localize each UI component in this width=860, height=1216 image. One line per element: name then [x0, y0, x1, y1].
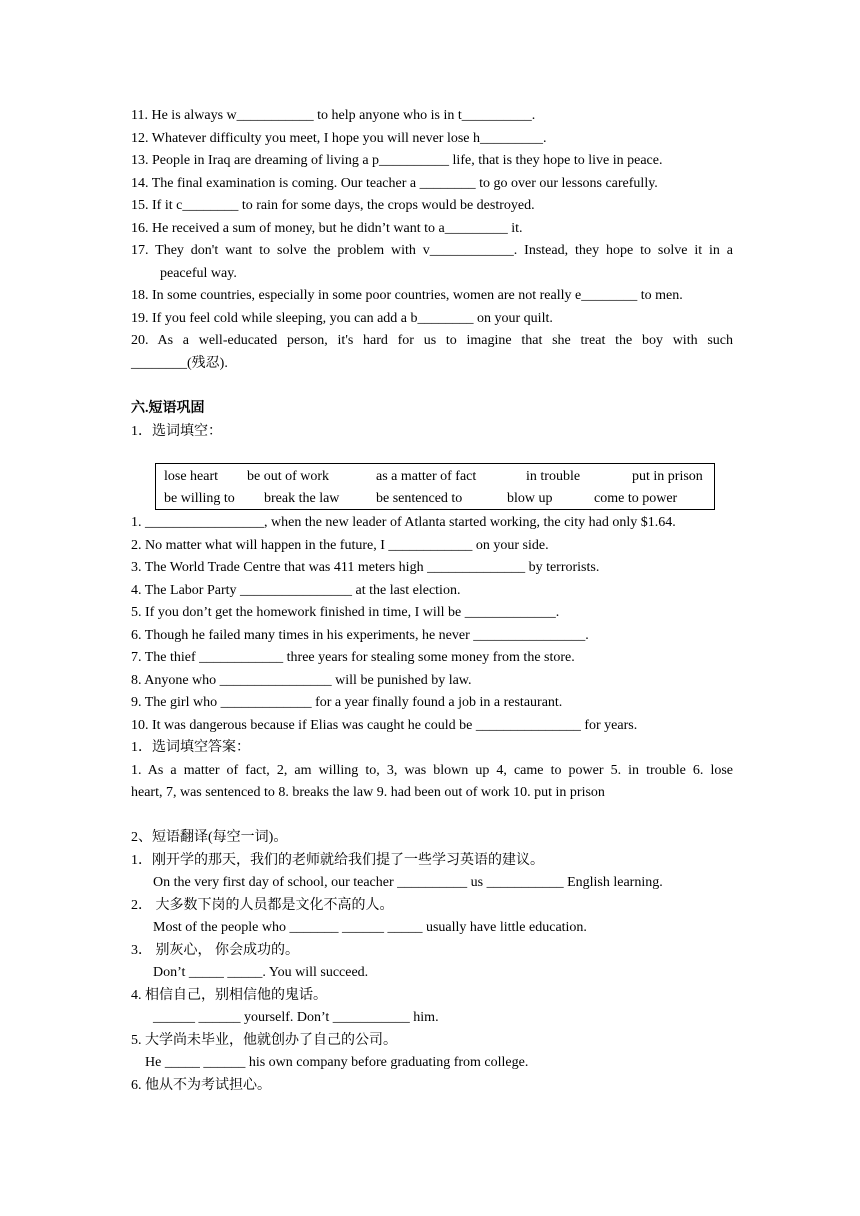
fill-question-9: 9. The girl who _____________ for a year finally found a job in a restaurant.	[131, 695, 563, 710]
exercise-item-15: 15. If it c________ to rain for some days, the crops would be destroyed.	[131, 198, 535, 213]
word-bank-item: lose heart	[164, 469, 219, 484]
exercise-item-20-cont: ________(残忍).	[131, 356, 228, 371]
fill-question-5: 5. If you don’t get the homework finished in time, I will be _____________.	[131, 605, 560, 620]
exercise-item-12: 12. Whatever difficulty you meet, I hope you will never lose h_________.	[131, 131, 547, 146]
fill-question-3: 3. The World Trade Centre that was 411 meters high ______________ by terrorists.	[131, 560, 600, 575]
exercise-item-20: 20. As a well-educated person, it's hard for us to imagine that she treat the boy with such	[131, 333, 733, 348]
word-bank-box	[155, 463, 715, 510]
fill-question-10: 10. It was dangerous because if Elias was caught he could be _______________ for years.	[131, 718, 638, 733]
fill-question-6: 6. Though he failed many times in his experiments, he never ________________.	[131, 628, 589, 643]
word-bank-item: break the law	[264, 491, 340, 506]
answer-line-1: 1. As a matter of fact, 2, am willing to, 3, was blown up 4, came to power 5. in trouble 6. lose	[131, 763, 733, 778]
answer-line-2: heart, 7, was sentenced to 8. breaks the law 9. had been out of work 10. put in prison	[131, 785, 605, 800]
exercise-item-17: 17. They don't want to solve the problem with v____________. Instead, they hope to solve it in a	[131, 243, 733, 258]
translation-cn-4: 4. 相信自己，别相信他的鬼话。	[131, 988, 327, 1003]
translation-cn-3: 3． 别灰心， 你会成功的。	[131, 943, 299, 958]
fill-question-8: 8. Anyone who ________________ will be punished by law.	[131, 673, 472, 688]
translation-en-5: He _____ ______ his own company before graduating from college.	[145, 1055, 529, 1070]
section-heading: 六.短语巩固	[131, 401, 205, 416]
word-bank-item: be sentenced to	[376, 491, 463, 506]
translation-en-1: On the very first day of school, our teacher __________ us ___________ English learning.	[153, 875, 663, 890]
fill-question-7: 7. The thief ____________ three years for stealing some money from the store.	[131, 650, 575, 665]
translation-cn-5: 5. 大学尚未毕业，他就创办了自己的公司。	[131, 1033, 397, 1048]
translation-en-4: ______ ______ yourself. Don’t ___________ him.	[153, 1010, 439, 1025]
translation-en-2: Most of the people who _______ ______ _____ usually have little education.	[153, 920, 587, 935]
answer-title: 1．选词填空答案：	[131, 740, 250, 755]
word-bank-item: as a matter of fact	[376, 469, 477, 484]
exercise-item-19: 19. If you feel cold while sleeping, you can add a b________ on your quilt.	[131, 311, 553, 326]
fill-question-2: 2. No matter what will happen in the future, I ____________ on your side.	[131, 538, 549, 553]
word-bank-item: come to power	[594, 491, 678, 506]
fill-question-1: 1. _________________, when the new leader of Atlanta started working, the city had only $1.64.	[131, 515, 676, 530]
subsection-title-translation: 2、短语翻译(每空一词)。	[131, 830, 288, 845]
fill-question-4: 4. The Labor Party ________________ at the last election.	[131, 583, 461, 598]
exercise-item-14: 14. The final examination is coming. Our teacher a ________ to go over our lessons carefully.	[131, 176, 658, 191]
word-bank-item: put in prison	[632, 469, 703, 484]
exercise-item-11: 11. He is always w___________ to help anyone who is in t__________.	[131, 108, 536, 123]
exercise-item-18: 18. In some countries, especially in some poor countries, women are not really e________ to men.	[131, 288, 683, 303]
word-bank-item: blow up	[507, 491, 553, 506]
translation-en-3: Don’t _____ _____. You will succeed.	[153, 965, 369, 980]
subsection-title-word-choice: 1．选词填空：	[131, 424, 222, 439]
word-bank-item: in trouble	[526, 469, 581, 484]
exercise-item-17-cont: peaceful way.	[160, 266, 237, 281]
exercise-item-13: 13. People in Iraq are dreaming of living a p__________ life, that is they hope to live in peace.	[131, 153, 663, 168]
word-bank-item: be willing to	[164, 491, 235, 506]
translation-cn-6: 6. 他从不为考试担心。	[131, 1078, 271, 1093]
word-bank-item: be out of work	[247, 469, 330, 484]
exercise-item-16: 16. He received a sum of money, but he didn’t want to a_________ it.	[131, 221, 523, 236]
translation-cn-1: 1．刚开学的那天，我们的老师就给我们提了一些学习英语的建议。	[131, 853, 544, 868]
translation-cn-2: 2． 大多数下岗的人员都是文化不高的人。	[131, 898, 394, 913]
